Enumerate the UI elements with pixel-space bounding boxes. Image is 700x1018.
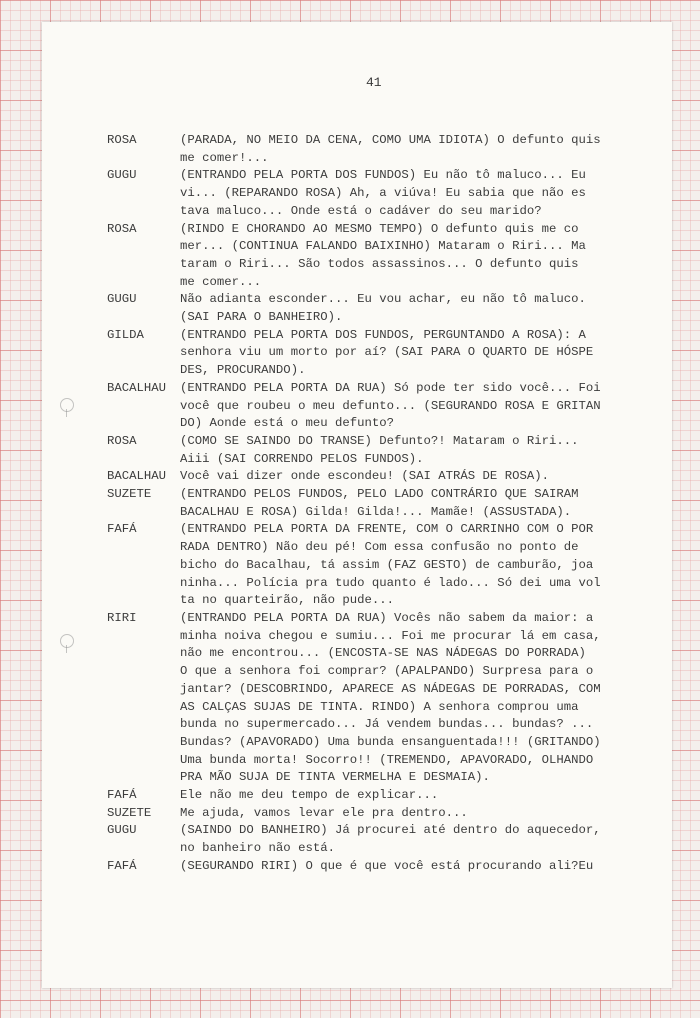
dialogue-line: RADA DENTRO) Não deu pé! Com essa confusão no ponto de [180,540,579,555]
dialogue-line: bicho do Bacalhau, tá assim (FAZ GESTO) de camburão, joa [180,557,594,572]
dialogue-entry [107,805,612,823]
speaker-name: ROSA [107,221,137,236]
speaker-name: SUZETE [107,487,152,502]
page-number: 41 [366,75,382,90]
binder-hole-mark [60,634,74,648]
dialogue-line: PRA MÃO SUJA DE TINTA VERMELHA E DESMAIA). [180,770,490,785]
dialogue-line: (ENTRANDO PELA PORTA DA RUA) Só pode ter sido você... Foi [180,380,601,395]
dialogue-line: (RINDO E CHORANDO AO MESMO TEMPO) O defunto quis me co [180,221,579,236]
dialogue-line: Uma bunda morta! Socorro!! (TREMENDO, APAVORADO, OLHANDO [180,752,594,767]
dialogue-text [180,486,612,521]
dialogue-line: mer... (CONTINUA FALANDO BAIXINHO) Mataram o Riri... Ma [180,239,586,254]
dialogue-line: me comer... [180,274,262,289]
dialogue-entry [107,327,612,380]
dialogue-line: bunda no supermercado... Já vendem bundas... bundas? ... [180,717,594,732]
speaker-name: BACALHAU [107,469,167,484]
dialogue-text [180,291,612,326]
dialogue-line: me comer!... [180,150,269,165]
dialogue-line: O que a senhora foi comprar? (APALPANDO) Surpresa para o [180,664,594,679]
dialogue-entry [107,486,612,521]
dialogue-line: (ENTRANDO PELA PORTA DOS FUNDOS, PERGUNTANDO A ROSA): A [180,327,586,342]
dialogue-line: não me encontrou... (ENCOSTA-SE NAS NÁDEGAS DO PORRADA) [180,646,586,661]
dialogue-entry [107,291,612,326]
dialogue-text [180,327,612,380]
dialogue-entry [107,787,612,805]
dialogue-line: (COMO SE SAINDO DO TRANSE) Defunto?! Mataram o Riri... [180,433,579,448]
dialogue-line: senhora viu um morto por aí? (SAI PARA O QUARTO DE HÓSPE [180,345,594,360]
speaker-name: ROSA [107,133,137,147]
dialogue-line: Você vai dizer onde escondeu! (SAI ATRÁS DE ROSA). [180,469,549,484]
dialogue-line: tava maluco... Onde está o cadáver do seu marido? [180,203,542,218]
dialogue-line: vi... (REPARANDO ROSA) Ah, a viúva! Eu sabia que não es [180,186,586,201]
dialogue-line: Me ajuda, vamos levar ele pra dentro... [180,805,468,820]
speaker-name: BACALHAU [107,380,167,395]
dialogue-line: AS CALÇAS SUJAS DE TINTA. RINDO) A senhora comprou uma [180,699,579,714]
dialogue-entry [107,610,612,787]
dialogue-entry [107,132,612,167]
speaker-name: SUZETE [107,805,152,820]
dialogue-line: Bundas? (APAVORADO) Uma bunda ensanguentada!!! (GRITANDO) [180,734,601,749]
dialogue-line: jantar? (DESCOBRINDO, APARECE AS NÁDEGAS DE PORRADAS, COM [180,681,601,696]
dialogue-line: taram o Riri... São todos assassinos... O defunto quis [180,256,579,271]
dialogue-line: (PARADA, NO MEIO DA CENA, COMO UMA IDIOTA) O defunto quis [180,133,601,147]
speaker-name: FAFÁ [107,522,137,537]
dialogue-line: DES, PROCURANDO). [180,363,306,378]
dialogue-entry [107,468,612,486]
dialogue-text [180,132,612,167]
speaker-name: FAFÁ [107,788,137,803]
dialogue-line: ta no quarteirão, não pude... [180,593,395,608]
dialogue-line: ninha... Polícia pra tudo quanto é lado... Só dei uma vol [180,575,601,590]
dialogue-text [180,610,612,787]
dialogue-text [180,380,612,433]
dialogue-line: Aiii (SAI CORRENDO PELOS FUNDOS). [180,451,424,466]
dialogue-line: (ENTRANDO PELOS FUNDOS, PELO LADO CONTRÁRIO QUE SAIRAM [180,487,579,502]
dialogue-text [180,433,612,468]
dialogue-entry [107,221,612,292]
dialogue-line: (ENTRANDO PELA PORTA DA FRENTE, COM O CARRINHO COM O POR [180,522,594,537]
dialogue-entry [107,380,612,433]
dialogue-text [180,468,612,486]
dialogue-entry [107,822,612,857]
dialogue-line: (ENTRANDO PELA PORTA DA RUA) Vocês não sabem da maior: a [180,610,594,625]
script-body [107,132,612,876]
dialogue-line: minha noiva chegou e sumiu... Foi me procurar lá em casa, [180,628,601,643]
speaker-name: RIRI [107,610,137,625]
dialogue-entry [107,433,612,468]
speaker-name: ROSA [107,433,137,448]
speaker-name: GUGU [107,823,137,838]
dialogue-line: Não adianta esconder... Eu vou achar, eu não tô maluco. [180,292,586,307]
dialogue-text [180,167,612,220]
dialogue-entry [107,521,612,610]
speaker-name: GILDA [107,327,144,342]
dialogue-text [180,221,612,292]
dialogue-line: você que roubeu o meu defunto... (SEGURANDO ROSA E GRITAN [180,398,601,413]
binder-hole-mark [60,398,74,412]
speaker-name: GUGU [107,168,137,183]
dialogue-text [180,858,612,876]
dialogue-text [180,822,612,857]
dialogue-line: (SAI PARA O BANHEIRO). [180,310,343,325]
dialogue-line: BACALHAU E ROSA) Gilda! Gilda!... Mamãe! (ASSUSTADA). [180,504,572,519]
dialogue-line: DO) Aonde está o meu defunto? [180,416,395,431]
dialogue-line: Ele não me deu tempo de explicar... [180,788,439,803]
dialogue-text [180,787,612,805]
speaker-name: FAFÁ [107,858,137,873]
dialogue-line: (SAINDO DO BANHEIRO) Já procurei até dentro do aquecedor, [180,823,601,838]
dialogue-text [180,521,612,610]
dialogue-line: no banheiro não está. [180,841,335,856]
dialogue-text [180,805,612,823]
dialogue-line: (SEGURANDO RIRI) O que é que você está procurando ali?Eu [180,858,594,873]
dialogue-entry [107,858,612,876]
dialogue-entry [107,167,612,220]
speaker-name: GUGU [107,292,137,307]
dialogue-line: (ENTRANDO PELA PORTA DOS FUNDOS) Eu não tô maluco... Eu [180,168,586,183]
